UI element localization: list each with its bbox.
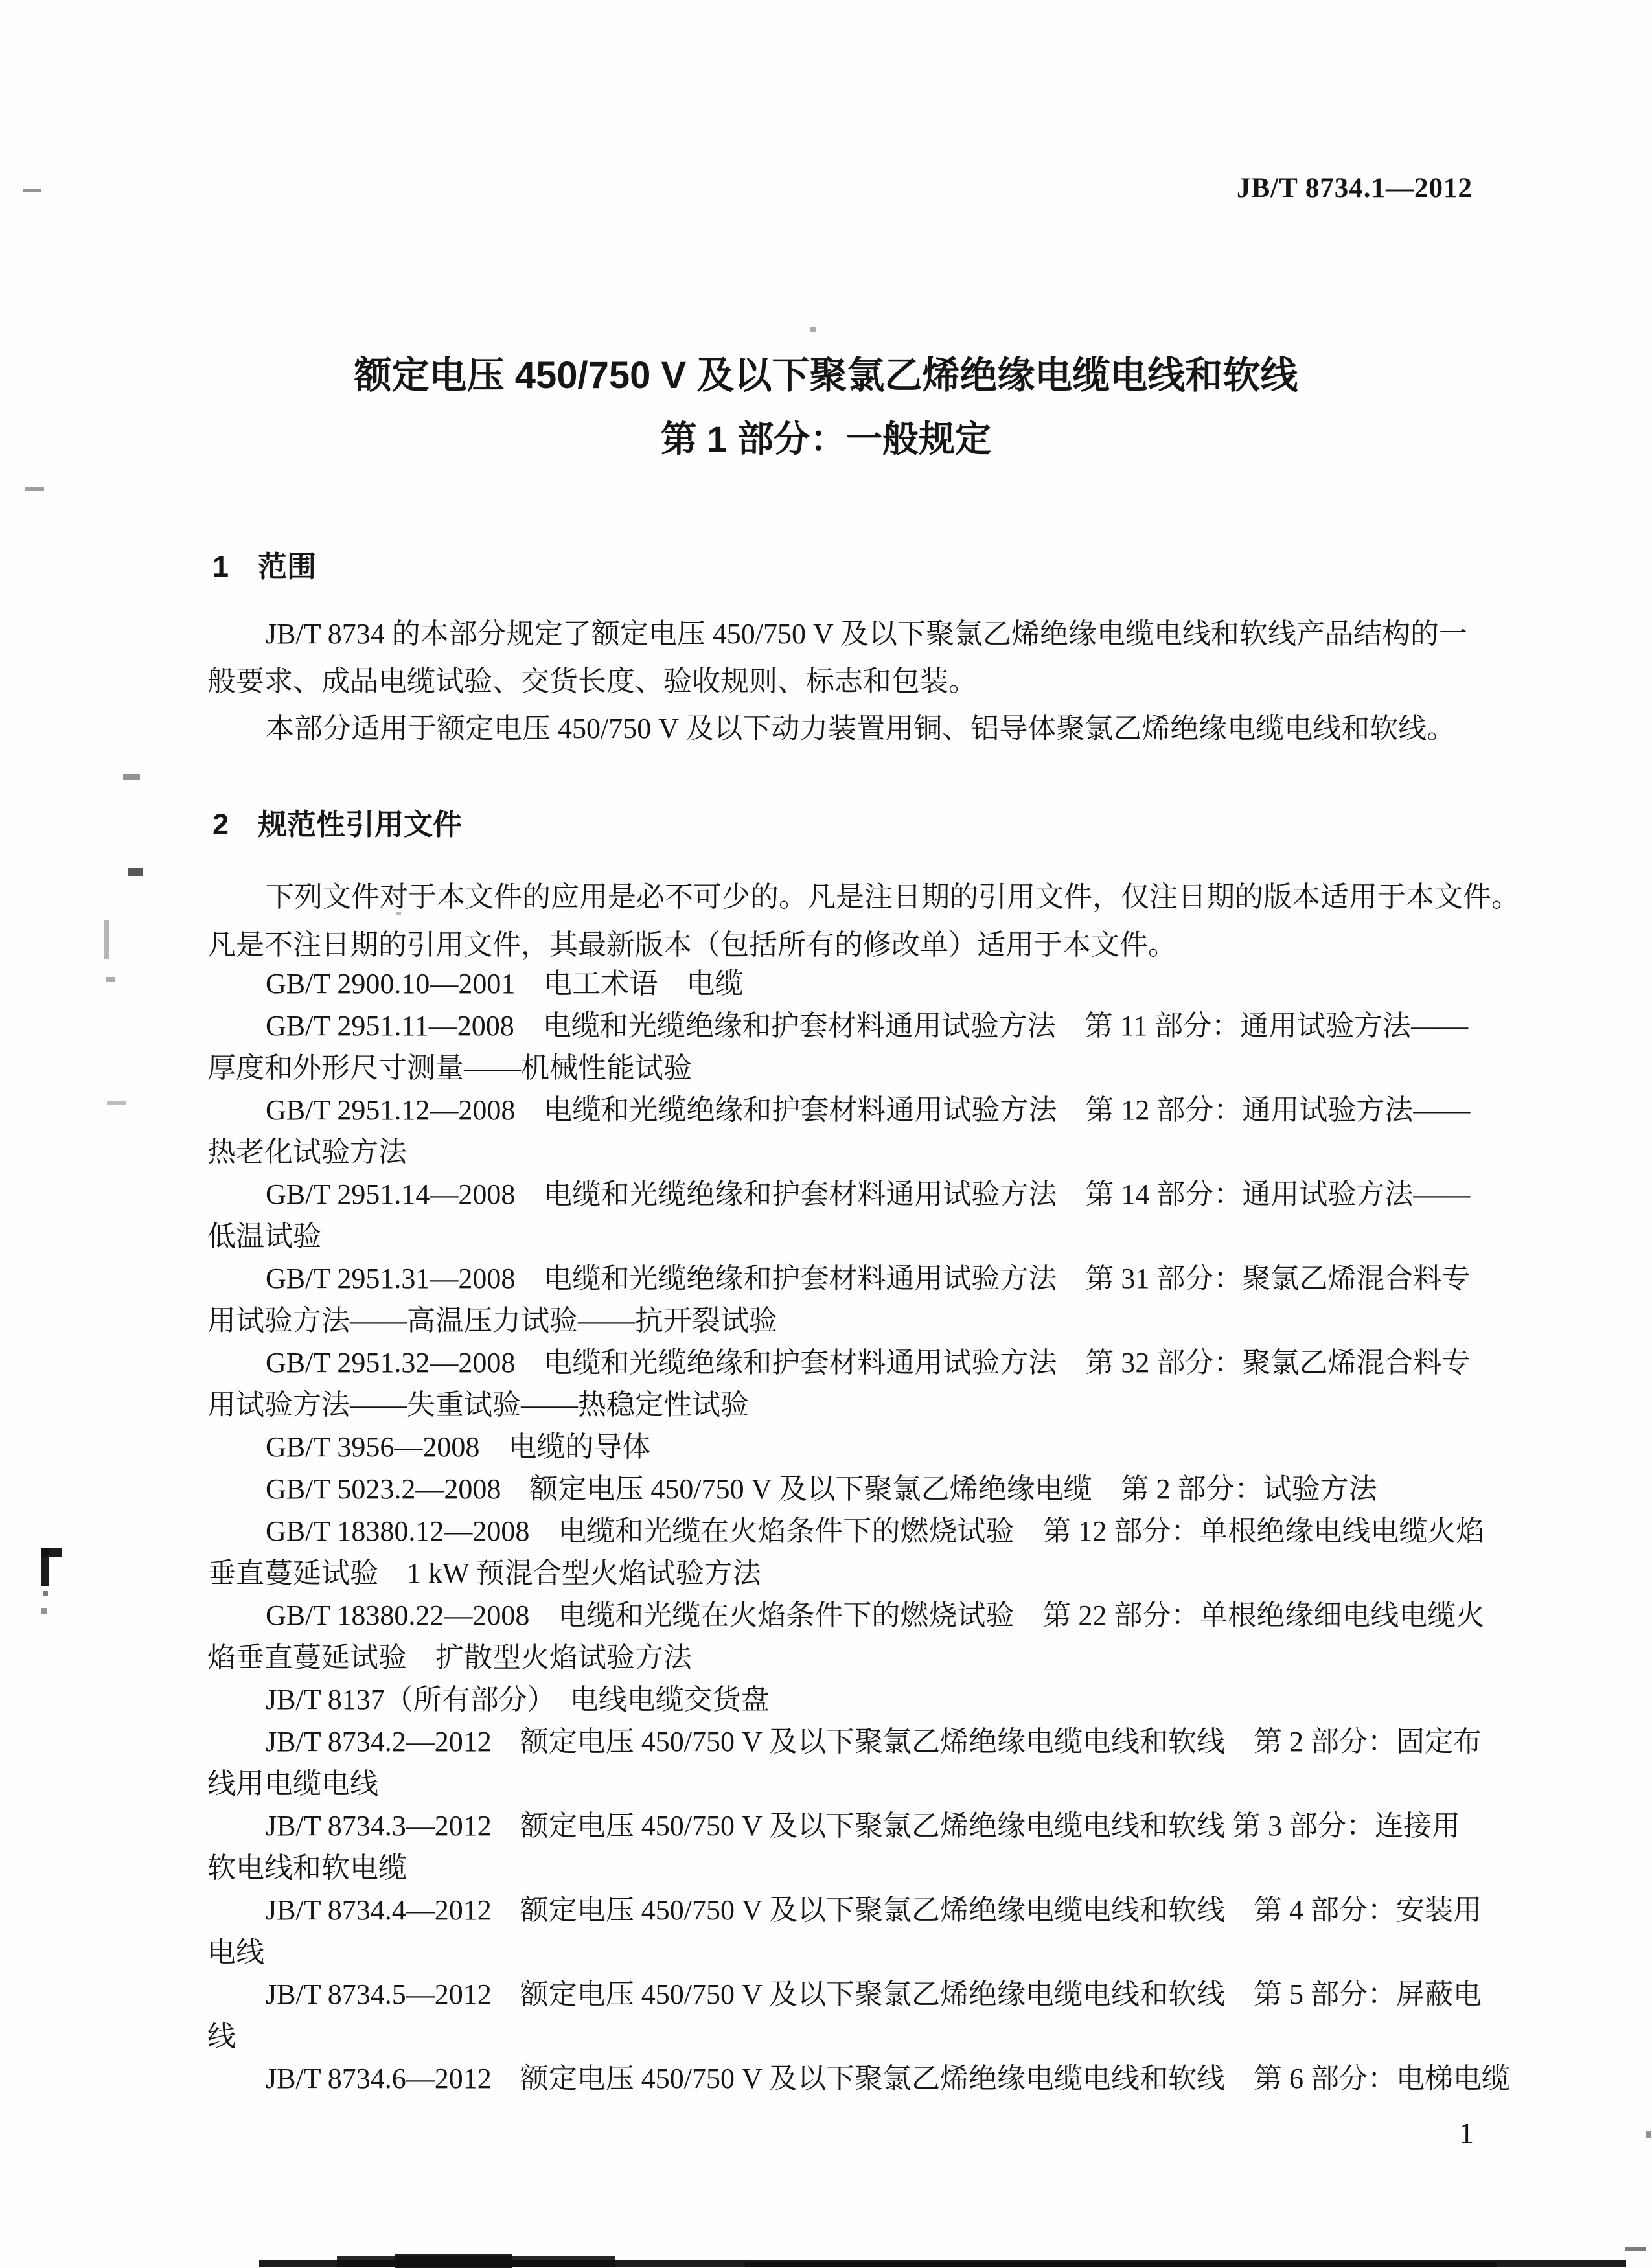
text-line: JB/T 8734 的本部分规定了额定电压 450/750 V 及以下聚氯乙烯绝缘电缆电线和软线产品结构的一 <box>266 618 1467 650</box>
text-line: 焰垂直蔓延试验 扩散型火焰试验方法 <box>207 1642 692 1673</box>
scan-speck <box>25 487 44 491</box>
text-line: 厚度和外形尺寸测量——机械性能试验 <box>207 1052 692 1084</box>
text-line: GB/T 2951.31—2008 电缆和光缆绝缘和护套材料通用试验方法 第 31 部分：聚氯乙烯混合料专 <box>266 1263 1471 1294</box>
scan-speck <box>745 2262 1497 2267</box>
text-line: 低温试验 <box>207 1220 321 1252</box>
text-line: GB/T 2900.10—2001 电工术语 电缆 <box>266 968 744 1000</box>
text-line: JB/T 8137（所有部分） 电线电缆交货盘 <box>266 1684 770 1715</box>
text-line: 软电线和软电缆 <box>207 1852 407 1884</box>
doc-number: JB/T 8734.1—2012 <box>1236 173 1473 203</box>
scan-speck <box>41 1548 49 1586</box>
text-line: GB/T 5023.2—2008 额定电压 450/750 V 及以下聚氯乙烯绝缘电缆 第 2 部分：试验方法 <box>266 1473 1377 1505</box>
scan-speck <box>1625 2247 1646 2251</box>
text-line: 电线 <box>207 1936 264 1968</box>
text-line: 线用电缆电线 <box>207 1768 378 1800</box>
text-line: 热老化试验方法 <box>207 1136 407 1168</box>
scan-speck <box>123 774 140 780</box>
text-line: JB/T 8734.5—2012 额定电压 450/750 V 及以下聚氯乙烯绝缘电缆电线和软线 第 5 部分：屏蔽电 <box>266 1978 1482 2010</box>
text-line: GB/T 18380.12—2008 电缆和光缆在火焰条件下的燃烧试验 第 12 部分：单根绝缘电线电缆火焰 <box>266 1515 1485 1547</box>
section-1-paragraphs <box>207 610 1467 752</box>
text-line: 用试验方法——失重试验——热稳定性试验 <box>207 1389 749 1421</box>
text-line: GB/T 18380.22—2008 电缆和光缆在火焰条件下的燃烧试验 第 22 部分：单根绝缘细电线电缆火 <box>266 1599 1485 1631</box>
text-line: JB/T 8734.6—2012 额定电压 450/750 V 及以下聚氯乙烯绝缘电缆电线和软线 第 6 部分：电梯电缆 <box>266 2063 1510 2094</box>
scan-speck <box>810 327 816 332</box>
text-line: JB/T 8734.3—2012 额定电压 450/750 V 及以下聚氯乙烯绝缘电缆电线和软线 第 3 部分：连接用 <box>266 1810 1460 1842</box>
text-line: GB/T 2951.12—2008 电缆和光缆绝缘和护套材料通用试验方法 第 12 部分：通用试验方法—— <box>266 1094 1471 1126</box>
scan-speck <box>259 2260 1626 2267</box>
normative-reference-list <box>207 963 1510 2100</box>
scan-speck <box>395 2254 512 2268</box>
scan-speck <box>104 920 109 959</box>
scan-speck <box>107 1101 126 1105</box>
text-line: 本部分适用于额定电压 450/750 V 及以下动力装置用铜、铝导体聚氯乙烯绝缘电缆电线和软线。 <box>266 713 1456 744</box>
section-2-heading: 2 规范性引用文件 <box>212 808 463 841</box>
doc-title-line1: 额定电压 450/750 V 及以下聚氯乙烯绝缘电缆电线和软线 <box>354 354 1298 396</box>
text-line: GB/T 2951.11—2008 电缆和光缆绝缘和护套材料通用试验方法 第 11 部分：通用试验方法—— <box>266 1010 1469 1042</box>
scan-speck <box>41 1608 47 1614</box>
text-line: 下列文件对于本文件的应用是必不可少的。凡是注日期的引用文件，仅注日期的版本适用于本文件。 <box>266 881 1520 913</box>
text-line: 用试验方法——高温压力试验——抗开裂试验 <box>207 1305 777 1336</box>
text-line: JB/T 8734.4—2012 额定电压 450/750 V 及以下聚氯乙烯绝缘电缆电线和软线 第 4 部分：安装用 <box>266 1894 1482 1926</box>
text-line: GB/T 3956—2008 电缆的导体 <box>266 1431 651 1463</box>
scan-speck <box>23 189 41 192</box>
scan-speck <box>128 868 143 876</box>
text-line: JB/T 8734.2—2012 额定电压 450/750 V 及以下聚氯乙烯绝缘电缆电线和软线 第 2 部分：固定布 <box>266 1726 1482 1758</box>
section-2-paragraphs <box>207 873 1520 969</box>
scan-speck <box>337 2256 615 2267</box>
text-line: 凡是不注日期的引用文件，其最新版本（包括所有的修改单）适用于本文件。 <box>207 929 1176 961</box>
text-line: GB/T 2951.14—2008 电缆和光缆绝缘和护套材料通用试验方法 第 14 部分：通用试验方法—— <box>266 1178 1471 1210</box>
text-line: 垂直蔓延试验 1 kW 预混合型火焰试验方法 <box>207 1557 761 1589</box>
scan-speck <box>41 1548 62 1557</box>
page-number: 1 <box>1459 2116 1474 2149</box>
section-1-heading: 1 范围 <box>212 550 317 583</box>
scan-speck <box>106 977 115 982</box>
scan-speck <box>1646 2131 1651 2138</box>
text-line: 般要求、成品电缆试验、交货长度、验收规则、标志和包装。 <box>207 665 977 697</box>
doc-title-line2: 第 1 部分：一般规定 <box>660 418 992 459</box>
scan-speck <box>43 1591 48 1596</box>
text-line: 线 <box>207 2021 236 2052</box>
text-line: GB/T 2951.32—2008 电缆和光缆绝缘和护套材料通用试验方法 第 32 部分：聚氯乙烯混合料专 <box>266 1347 1471 1379</box>
